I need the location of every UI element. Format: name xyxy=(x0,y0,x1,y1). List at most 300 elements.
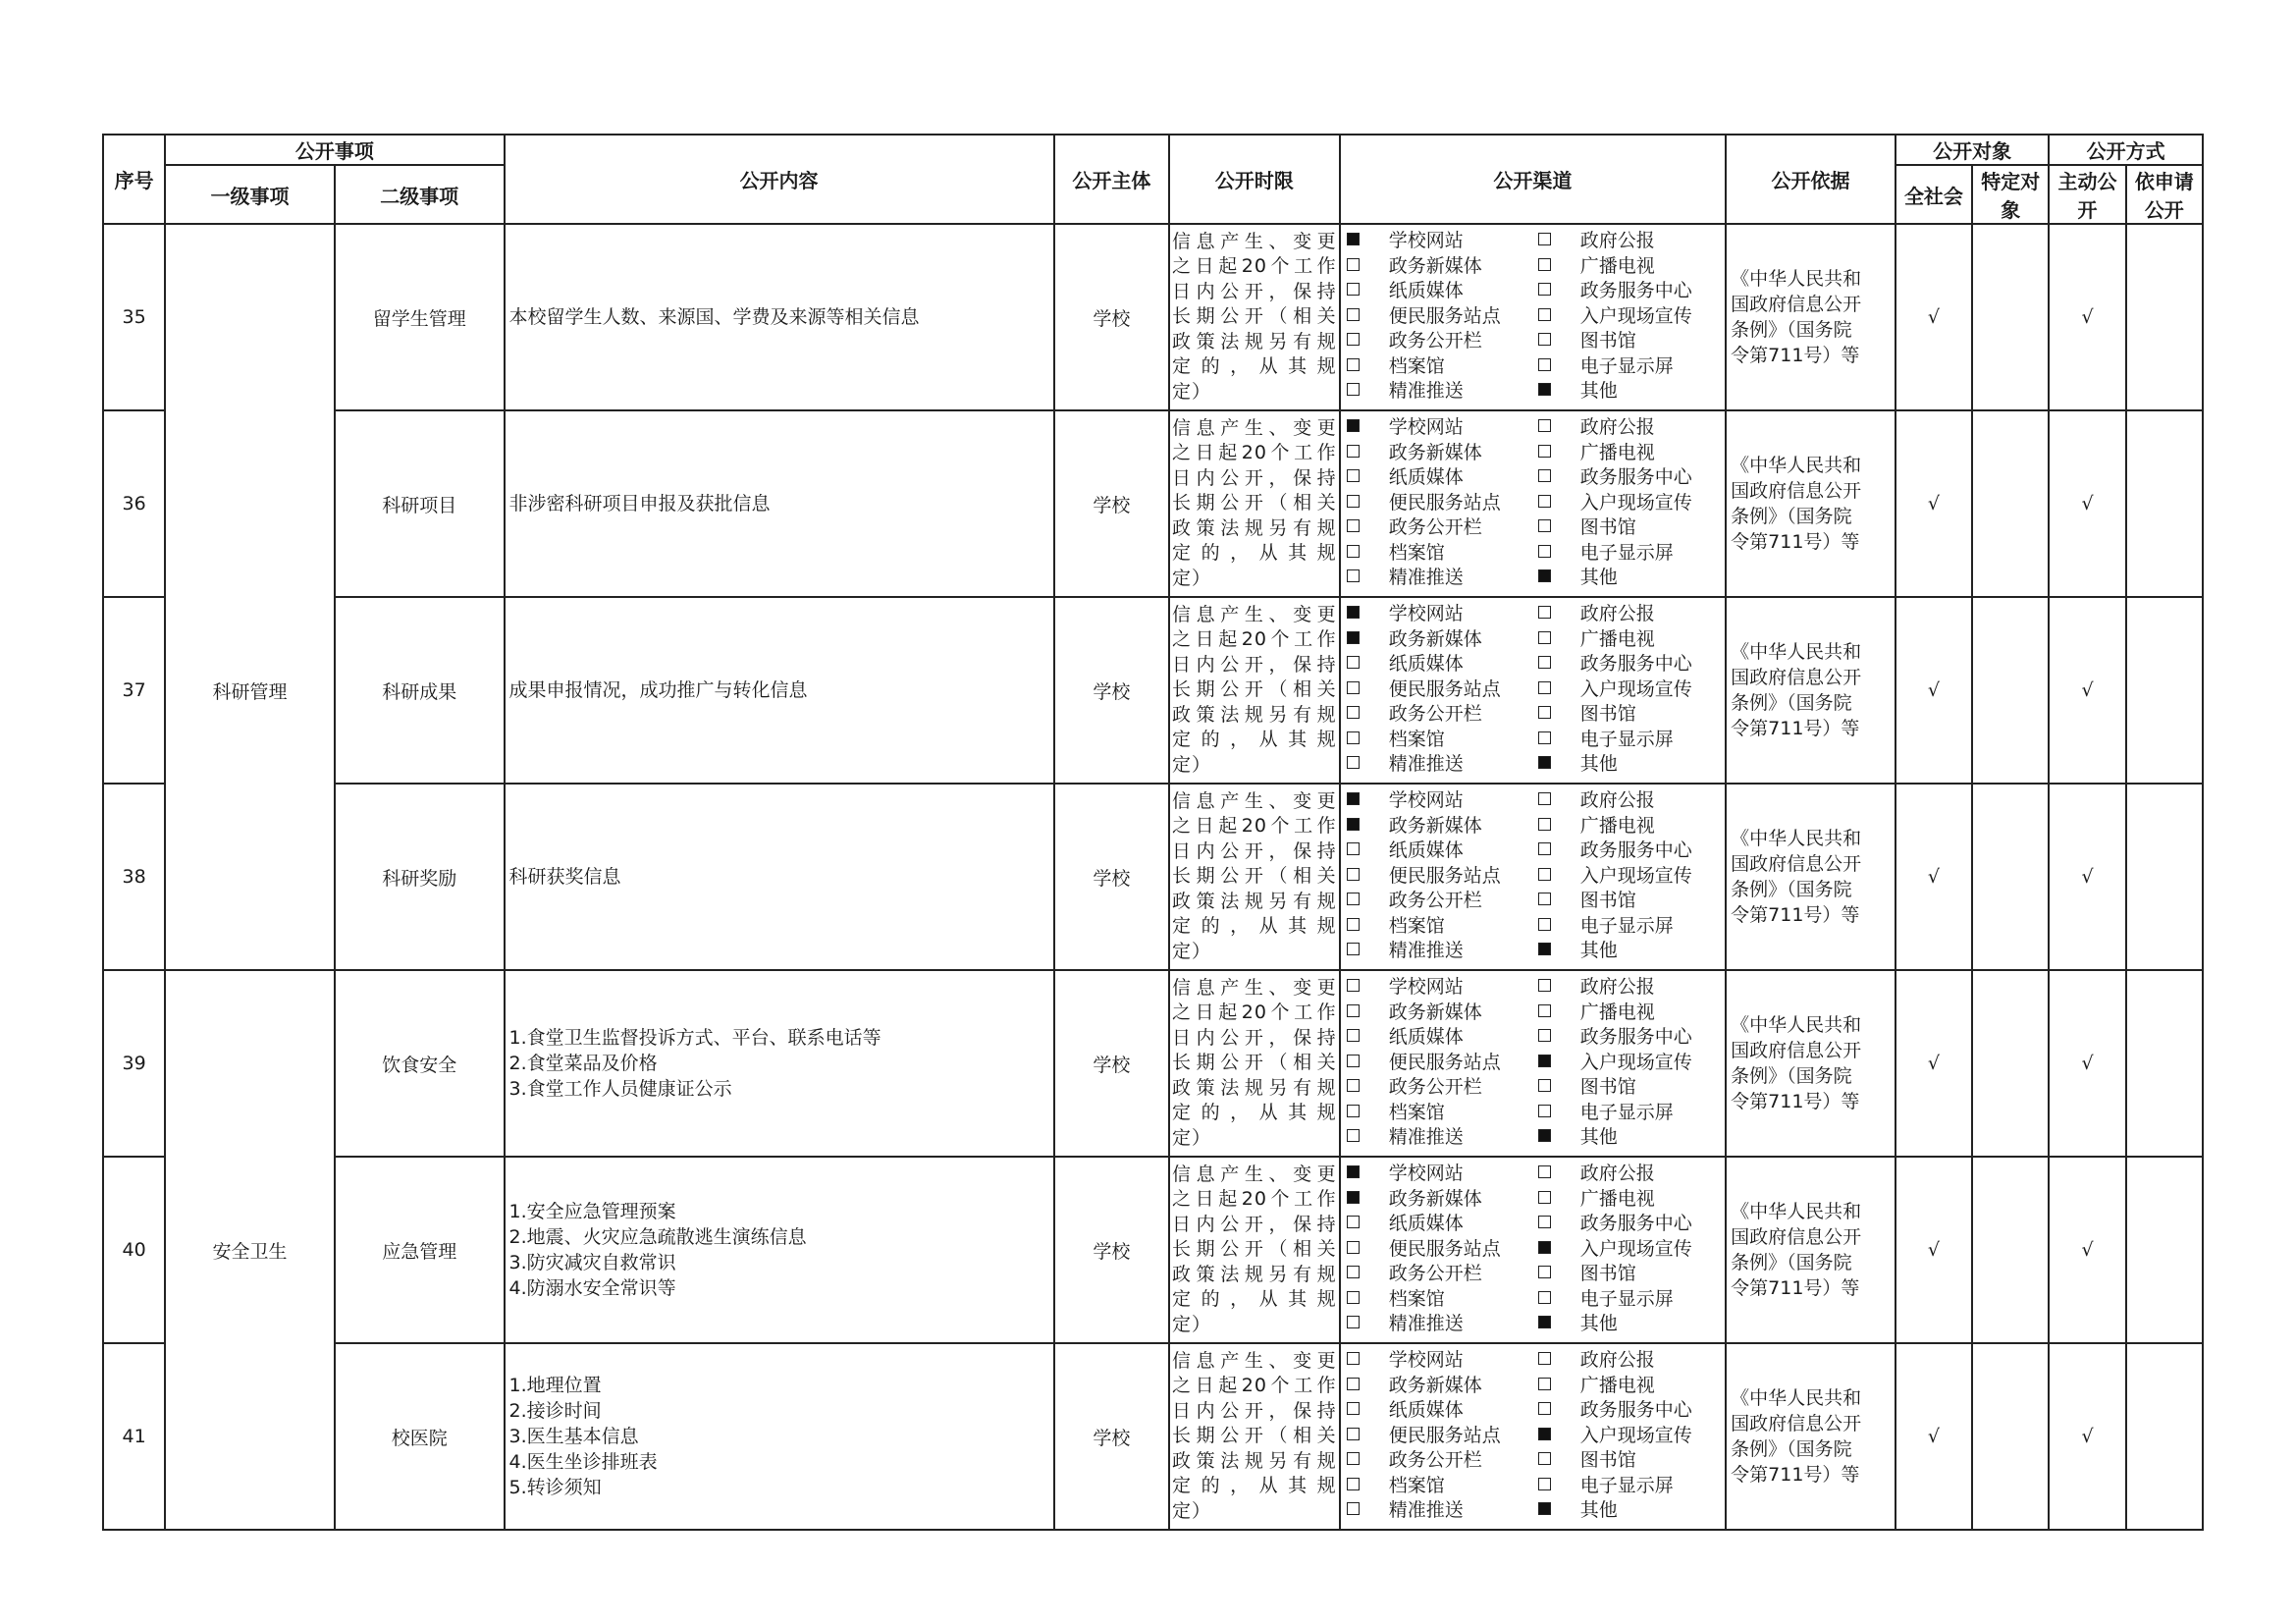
table-row xyxy=(103,1157,2203,1343)
channel-label: 精准推送 xyxy=(1388,1313,1464,1335)
method-active-cell: √ xyxy=(2049,1157,2125,1343)
channel-label: 政务公开栏 xyxy=(1388,1076,1482,1099)
unchecked-box-icon xyxy=(1347,283,1360,296)
channel-option xyxy=(1532,1023,1719,1049)
channel-label: 电子显示屏 xyxy=(1579,914,1674,937)
time-limit-line: 日内公开，保持 xyxy=(1172,466,1337,489)
channel-option xyxy=(1532,750,1719,776)
channel-option xyxy=(1341,1396,1532,1422)
unchecked-box-icon xyxy=(1538,706,1551,719)
channel-option xyxy=(1341,912,1532,938)
time-limit-line: 政策法规另有规 xyxy=(1172,1263,1337,1285)
channel-label: 政务新媒体 xyxy=(1388,1374,1482,1396)
channel-option xyxy=(1341,650,1532,676)
channel-option xyxy=(1341,1310,1532,1335)
channel-option xyxy=(1341,1260,1532,1285)
unchecked-box-icon xyxy=(1538,1165,1551,1178)
table-row xyxy=(103,970,2203,1157)
basis-line: 条例》（国务院 xyxy=(1731,1065,1852,1087)
method-request-cell xyxy=(2126,784,2203,970)
basis-line: 令第711号）等 xyxy=(1731,345,1860,366)
content-line: 3.防灾减灾自救常识 xyxy=(508,1252,676,1273)
channel-label: 政务新媒体 xyxy=(1388,254,1482,277)
channel-option xyxy=(1532,600,1719,625)
channel-label: 政务新媒体 xyxy=(1388,441,1482,463)
unchecked-box-icon xyxy=(1347,868,1360,881)
content-line: 本校留学生人数、来源国、学费及来源等相关信息 xyxy=(508,306,920,328)
unchecked-box-icon xyxy=(1347,1378,1360,1390)
channel-option xyxy=(1341,812,1532,838)
method-active-cell: √ xyxy=(2049,597,2125,784)
basis-line: 条例》（国务院 xyxy=(1731,879,1852,900)
target-all-cell: √ xyxy=(1896,597,1972,784)
time-limit-line: 长期公开（相关 xyxy=(1172,1425,1337,1447)
target-all-cell: √ xyxy=(1896,224,1972,410)
channel-label: 图书馆 xyxy=(1579,1076,1636,1099)
channel-option xyxy=(1341,1049,1532,1074)
channel-label: 广播电视 xyxy=(1579,814,1655,837)
time-limit-cell xyxy=(1169,410,1340,597)
time-limit-line: 定） xyxy=(1172,1126,1212,1149)
content-cell xyxy=(505,597,1054,784)
time-limit-line: 定的，从其规 xyxy=(1172,1102,1337,1124)
channel-option xyxy=(1532,1160,1719,1185)
channel-option xyxy=(1532,862,1719,888)
method-request-cell xyxy=(2126,1157,2203,1343)
channel-label: 学校网站 xyxy=(1388,603,1464,625)
channel-label: 档案馆 xyxy=(1388,1474,1445,1496)
method-request-cell xyxy=(2126,970,2203,1157)
channel-option xyxy=(1341,252,1532,278)
channel-label: 政务公开栏 xyxy=(1388,890,1482,912)
channel-option xyxy=(1341,1496,1532,1522)
content-cell xyxy=(505,410,1054,597)
method-active-cell: √ xyxy=(2049,224,2125,410)
checked-box-icon xyxy=(1538,1502,1551,1515)
channel-option xyxy=(1341,1446,1532,1472)
unchecked-box-icon xyxy=(1347,918,1360,931)
level2-cell: 科研项目 xyxy=(335,410,505,597)
channel-option xyxy=(1532,1472,1719,1497)
channel-option xyxy=(1341,439,1532,464)
basis-cell xyxy=(1726,970,1896,1157)
level2-cell: 校医院 xyxy=(335,1343,505,1530)
channel-label: 便民服务站点 xyxy=(1388,1237,1501,1260)
channel-option xyxy=(1341,514,1532,539)
channel-label: 学校网站 xyxy=(1388,976,1464,999)
unchecked-box-icon xyxy=(1347,545,1360,558)
channel-label: 政府公报 xyxy=(1579,416,1655,439)
checked-box-icon xyxy=(1347,606,1360,619)
basis-cell xyxy=(1726,597,1896,784)
channel-label: 学校网站 xyxy=(1388,789,1464,812)
unchecked-box-icon xyxy=(1538,731,1551,744)
header-content: 公开内容 xyxy=(505,135,1054,224)
unchecked-box-icon xyxy=(1538,1191,1551,1204)
unchecked-box-icon xyxy=(1347,1216,1360,1228)
basis-line: 国政府信息公开 xyxy=(1731,480,1862,502)
channel-label: 其他 xyxy=(1579,1313,1618,1335)
channel-label: 电子显示屏 xyxy=(1579,1101,1674,1123)
channel-label: 学校网站 xyxy=(1388,1349,1464,1372)
time-limit-line: 之日起20个工作 xyxy=(1172,1001,1337,1024)
channel-label: 便民服务站点 xyxy=(1388,491,1501,514)
time-limit-line: 定） xyxy=(1172,753,1212,776)
time-limit-line: 政策法规另有规 xyxy=(1172,330,1337,352)
checked-box-icon xyxy=(1538,1428,1551,1440)
time-limit-line: 日内公开，保持 xyxy=(1172,1026,1337,1049)
time-limit-cell xyxy=(1169,597,1340,784)
channel-label: 档案馆 xyxy=(1388,1101,1445,1123)
basis-line: 国政府信息公开 xyxy=(1731,1413,1862,1435)
time-limit-line: 长期公开（相关 xyxy=(1172,492,1337,514)
checked-box-icon xyxy=(1347,631,1360,644)
channel-label: 图书馆 xyxy=(1579,1263,1636,1285)
channel-label: 政府公报 xyxy=(1579,230,1655,252)
channel-option xyxy=(1532,625,1719,651)
channel-label: 入户现场宣传 xyxy=(1579,304,1692,327)
channel-option xyxy=(1532,726,1719,751)
disclosure-table xyxy=(102,134,2204,1531)
unchecked-box-icon xyxy=(1347,469,1360,482)
channel-label: 精准推送 xyxy=(1388,567,1464,589)
subject-cell: 学校 xyxy=(1054,597,1169,784)
channel-option xyxy=(1532,1446,1719,1472)
channel-label: 政务新媒体 xyxy=(1388,627,1482,650)
unchecked-box-icon xyxy=(1347,842,1360,855)
content-cell xyxy=(505,970,1054,1157)
header-method: 公开方式 xyxy=(2049,135,2203,165)
time-limit-line: 之日起20个工作 xyxy=(1172,255,1337,278)
basis-line: 令第711号）等 xyxy=(1731,1091,1860,1112)
channel-option xyxy=(1532,650,1719,676)
unchecked-box-icon xyxy=(1538,818,1551,831)
basis-line: 令第711号）等 xyxy=(1731,1277,1860,1299)
time-limit-cell xyxy=(1169,970,1340,1157)
channel-option xyxy=(1532,786,1719,812)
time-limit-line: 日内公开，保持 xyxy=(1172,839,1337,862)
basis-line: 《中华人民共和 xyxy=(1731,1387,1862,1409)
channel-label: 纸质媒体 xyxy=(1388,280,1464,302)
basis-line: 国政府信息公开 xyxy=(1731,294,1862,315)
time-limit-line: 日内公开，保持 xyxy=(1172,1213,1337,1235)
unchecked-box-icon xyxy=(1538,893,1551,905)
level2-cell: 应急管理 xyxy=(335,1157,505,1343)
channel-option xyxy=(1341,973,1532,999)
channel-option xyxy=(1341,489,1532,514)
basis-line: 国政府信息公开 xyxy=(1731,667,1862,688)
content-cell xyxy=(505,1157,1054,1343)
unchecked-box-icon xyxy=(1347,1266,1360,1278)
time-limit-line: 定） xyxy=(1172,1313,1212,1335)
channel-option xyxy=(1341,1210,1532,1235)
unchecked-box-icon xyxy=(1347,1402,1360,1415)
content-line: 2.接诊时间 xyxy=(508,1400,602,1422)
checked-box-icon xyxy=(1347,818,1360,831)
channel-label: 电子显示屏 xyxy=(1579,728,1674,750)
channel-label: 档案馆 xyxy=(1388,541,1445,564)
unchecked-box-icon xyxy=(1538,979,1551,992)
unchecked-box-icon xyxy=(1347,1029,1360,1042)
channel-label: 其他 xyxy=(1579,753,1618,776)
row-number: 36 xyxy=(103,410,165,597)
time-limit-line: 信息产生、变更 xyxy=(1172,976,1337,999)
channel-option xyxy=(1532,302,1719,328)
time-limit-line: 政策法规另有规 xyxy=(1172,516,1337,539)
level1-cell xyxy=(165,784,335,970)
unchecked-box-icon xyxy=(1347,756,1360,769)
unchecked-box-icon xyxy=(1538,1029,1551,1042)
content-line: 5.转诊须知 xyxy=(508,1477,602,1498)
unchecked-box-icon xyxy=(1538,681,1551,694)
unchecked-box-icon xyxy=(1538,1378,1551,1390)
channel-option xyxy=(1532,564,1719,589)
method-request-cell xyxy=(2126,224,2203,410)
unchecked-box-icon xyxy=(1347,979,1360,992)
channel-option xyxy=(1532,227,1719,252)
time-limit-line: 长期公开（相关 xyxy=(1172,678,1337,701)
channel-option xyxy=(1532,327,1719,352)
channel-label: 其他 xyxy=(1579,1499,1618,1522)
header-items: 公开事项 xyxy=(165,135,504,165)
level1-cell: 科研管理 xyxy=(165,597,335,784)
content-cell xyxy=(505,1343,1054,1530)
time-limit-line: 之日起20个工作 xyxy=(1172,1188,1337,1211)
channel-label: 便民服务站点 xyxy=(1388,1424,1501,1446)
channel-label: 政府公报 xyxy=(1579,976,1655,999)
channel-option xyxy=(1532,1235,1719,1261)
channel-label: 纸质媒体 xyxy=(1388,466,1464,489)
channel-cell xyxy=(1340,970,1726,1157)
channel-label: 入户现场宣传 xyxy=(1579,1424,1692,1446)
time-limit-line: 定） xyxy=(1172,940,1212,962)
time-limit-cell xyxy=(1169,784,1340,970)
channel-label: 纸质媒体 xyxy=(1388,839,1464,862)
unchecked-box-icon xyxy=(1538,495,1551,508)
table-row xyxy=(103,410,2203,597)
channel-option xyxy=(1341,1346,1532,1372)
content-line: 非涉密科研项目申报及获批信息 xyxy=(508,493,771,514)
channel-option xyxy=(1341,413,1532,439)
row-number: 37 xyxy=(103,597,165,784)
channel-label: 电子显示屏 xyxy=(1579,1287,1674,1310)
basis-line: 条例》（国务院 xyxy=(1731,1438,1852,1460)
channel-option xyxy=(1341,1372,1532,1397)
channel-label: 图书馆 xyxy=(1579,1449,1636,1472)
channel-label: 政务公开栏 xyxy=(1388,703,1482,726)
time-limit-line: 定的，从其规 xyxy=(1172,729,1337,751)
time-limit-line: 信息产生、变更 xyxy=(1172,603,1337,625)
channel-option xyxy=(1532,489,1719,514)
channel-label: 入户现场宣传 xyxy=(1579,1237,1692,1260)
unchecked-box-icon xyxy=(1347,1316,1360,1328)
channel-label: 政务新媒体 xyxy=(1388,814,1482,837)
channel-option xyxy=(1341,277,1532,302)
channel-label: 电子显示屏 xyxy=(1579,1474,1674,1496)
time-limit-line: 定的，从其规 xyxy=(1172,1288,1337,1311)
channel-option xyxy=(1532,1396,1719,1422)
channel-option xyxy=(1341,786,1532,812)
channel-option xyxy=(1532,539,1719,565)
target-all-cell: √ xyxy=(1896,410,1972,597)
channel-option xyxy=(1532,1099,1719,1124)
checked-box-icon xyxy=(1347,1191,1360,1204)
unchecked-box-icon xyxy=(1538,469,1551,482)
channel-label: 政府公报 xyxy=(1579,603,1655,625)
unchecked-box-icon xyxy=(1538,1291,1551,1304)
basis-line: 令第711号）等 xyxy=(1731,904,1860,926)
channel-option xyxy=(1532,1260,1719,1285)
channel-label: 便民服务站点 xyxy=(1388,864,1501,887)
unchecked-box-icon xyxy=(1538,1478,1551,1490)
channel-option xyxy=(1532,1285,1719,1311)
channel-label: 精准推送 xyxy=(1388,1499,1464,1522)
basis-line: 条例》（国务院 xyxy=(1731,319,1852,341)
unchecked-box-icon xyxy=(1538,258,1551,271)
content-line: 1.安全应急管理预案 xyxy=(508,1201,676,1222)
unchecked-box-icon xyxy=(1347,681,1360,694)
channel-option xyxy=(1532,1185,1719,1211)
unchecked-box-icon xyxy=(1538,1216,1551,1228)
content-line: 科研获奖信息 xyxy=(508,866,621,888)
subject-cell: 学校 xyxy=(1054,410,1169,597)
unchecked-box-icon xyxy=(1347,1079,1360,1092)
channel-label: 广播电视 xyxy=(1579,1374,1655,1396)
checked-box-icon xyxy=(1347,233,1360,245)
method-active-cell: √ xyxy=(2049,410,2125,597)
content-line: 1.地理位置 xyxy=(508,1375,602,1396)
header-level2: 二级事项 xyxy=(335,165,505,224)
channel-label: 电子显示屏 xyxy=(1579,354,1674,377)
channel-label: 便民服务站点 xyxy=(1388,677,1501,700)
unchecked-box-icon xyxy=(1538,445,1551,458)
target-all-cell: √ xyxy=(1896,1157,1972,1343)
unchecked-box-icon xyxy=(1538,233,1551,245)
channel-option xyxy=(1341,352,1532,378)
channel-option xyxy=(1341,463,1532,489)
target-specific-cell xyxy=(1972,597,2049,784)
channel-option xyxy=(1341,564,1532,589)
unchecked-box-icon xyxy=(1538,1004,1551,1017)
channel-label: 政务服务中心 xyxy=(1579,653,1692,676)
basis-cell xyxy=(1726,784,1896,970)
basis-line: 条例》（国务院 xyxy=(1731,1252,1852,1273)
channel-option xyxy=(1341,887,1532,912)
channel-label: 精准推送 xyxy=(1388,940,1464,962)
unchecked-box-icon xyxy=(1538,283,1551,296)
channel-option xyxy=(1532,377,1719,403)
time-limit-line: 信息产生、变更 xyxy=(1172,789,1337,812)
channel-label: 政务服务中心 xyxy=(1579,839,1692,862)
channel-label: 其他 xyxy=(1579,1126,1618,1149)
channel-option xyxy=(1532,352,1719,378)
checked-box-icon xyxy=(1538,1316,1551,1328)
channel-label: 其他 xyxy=(1579,567,1618,589)
time-limit-line: 长期公开（相关 xyxy=(1172,1052,1337,1074)
time-limit-cell xyxy=(1169,224,1340,410)
channel-option xyxy=(1532,837,1719,862)
channel-option xyxy=(1532,912,1719,938)
unchecked-box-icon xyxy=(1538,1105,1551,1117)
content-line: 2.食堂菜品及价格 xyxy=(508,1053,658,1074)
channel-label: 政务服务中心 xyxy=(1579,1399,1692,1422)
unchecked-box-icon xyxy=(1347,495,1360,508)
unchecked-box-icon xyxy=(1538,1402,1551,1415)
level2-cell: 饮食安全 xyxy=(335,970,505,1157)
subject-cell: 学校 xyxy=(1054,970,1169,1157)
table-row xyxy=(103,597,2203,784)
unchecked-box-icon xyxy=(1347,893,1360,905)
channel-label: 图书馆 xyxy=(1579,890,1636,912)
channel-cell xyxy=(1340,784,1726,970)
row-number: 38 xyxy=(103,784,165,970)
time-limit-line: 信息产生、变更 xyxy=(1172,1163,1337,1185)
basis-line: 条例》（国务院 xyxy=(1731,692,1852,714)
subject-cell: 学校 xyxy=(1054,784,1169,970)
row-number: 39 xyxy=(103,970,165,1157)
channel-option xyxy=(1532,252,1719,278)
channel-option xyxy=(1532,1310,1719,1335)
unchecked-box-icon xyxy=(1538,868,1551,881)
channel-label: 其他 xyxy=(1579,380,1618,403)
unchecked-box-icon xyxy=(1538,842,1551,855)
unchecked-box-icon xyxy=(1347,943,1360,955)
basis-line: 令第711号）等 xyxy=(1731,531,1860,553)
target-specific-cell xyxy=(1972,784,2049,970)
channel-label: 其他 xyxy=(1579,940,1618,962)
target-all-cell: √ xyxy=(1896,970,1972,1157)
checked-box-icon xyxy=(1347,419,1360,432)
channel-option xyxy=(1532,1422,1719,1447)
unchecked-box-icon xyxy=(1347,258,1360,271)
unchecked-box-icon xyxy=(1538,1079,1551,1092)
channel-label: 政府公报 xyxy=(1579,789,1655,812)
channel-option xyxy=(1532,1073,1719,1099)
unchecked-box-icon xyxy=(1538,1452,1551,1465)
channel-label: 纸质媒体 xyxy=(1388,1399,1464,1422)
unchecked-box-icon xyxy=(1347,383,1360,396)
channel-option xyxy=(1532,1210,1719,1235)
channel-label: 档案馆 xyxy=(1388,728,1445,750)
time-limit-line: 定） xyxy=(1172,1499,1212,1522)
channel-option xyxy=(1532,676,1719,701)
channel-cell xyxy=(1340,597,1726,784)
level1-cell xyxy=(165,224,335,410)
unchecked-box-icon xyxy=(1347,1502,1360,1515)
content-line: 4.医生坐诊排班表 xyxy=(508,1451,658,1473)
method-request-cell xyxy=(2126,597,2203,784)
basis-line: 《中华人民共和 xyxy=(1731,1201,1862,1222)
channel-label: 纸质媒体 xyxy=(1388,1213,1464,1235)
time-limit-line: 信息产生、变更 xyxy=(1172,1349,1337,1372)
channel-label: 图书馆 xyxy=(1579,703,1636,726)
channel-cell xyxy=(1340,1343,1726,1530)
time-limit-line: 信息产生、变更 xyxy=(1172,230,1337,252)
unchecked-box-icon xyxy=(1538,333,1551,346)
time-limit-line: 长期公开（相关 xyxy=(1172,865,1337,888)
channel-label: 政务服务中心 xyxy=(1579,280,1692,302)
content-cell xyxy=(505,784,1054,970)
channel-label: 档案馆 xyxy=(1388,354,1445,377)
time-limit-line: 长期公开（相关 xyxy=(1172,1238,1337,1261)
header-subject: 公开主体 xyxy=(1054,135,1169,224)
level1-cell xyxy=(165,970,335,1157)
channel-option xyxy=(1532,812,1719,838)
content-cell xyxy=(505,224,1054,410)
channel-option xyxy=(1341,862,1532,888)
time-limit-line: 政策法规另有规 xyxy=(1172,890,1337,912)
time-limit-cell xyxy=(1169,1157,1340,1343)
